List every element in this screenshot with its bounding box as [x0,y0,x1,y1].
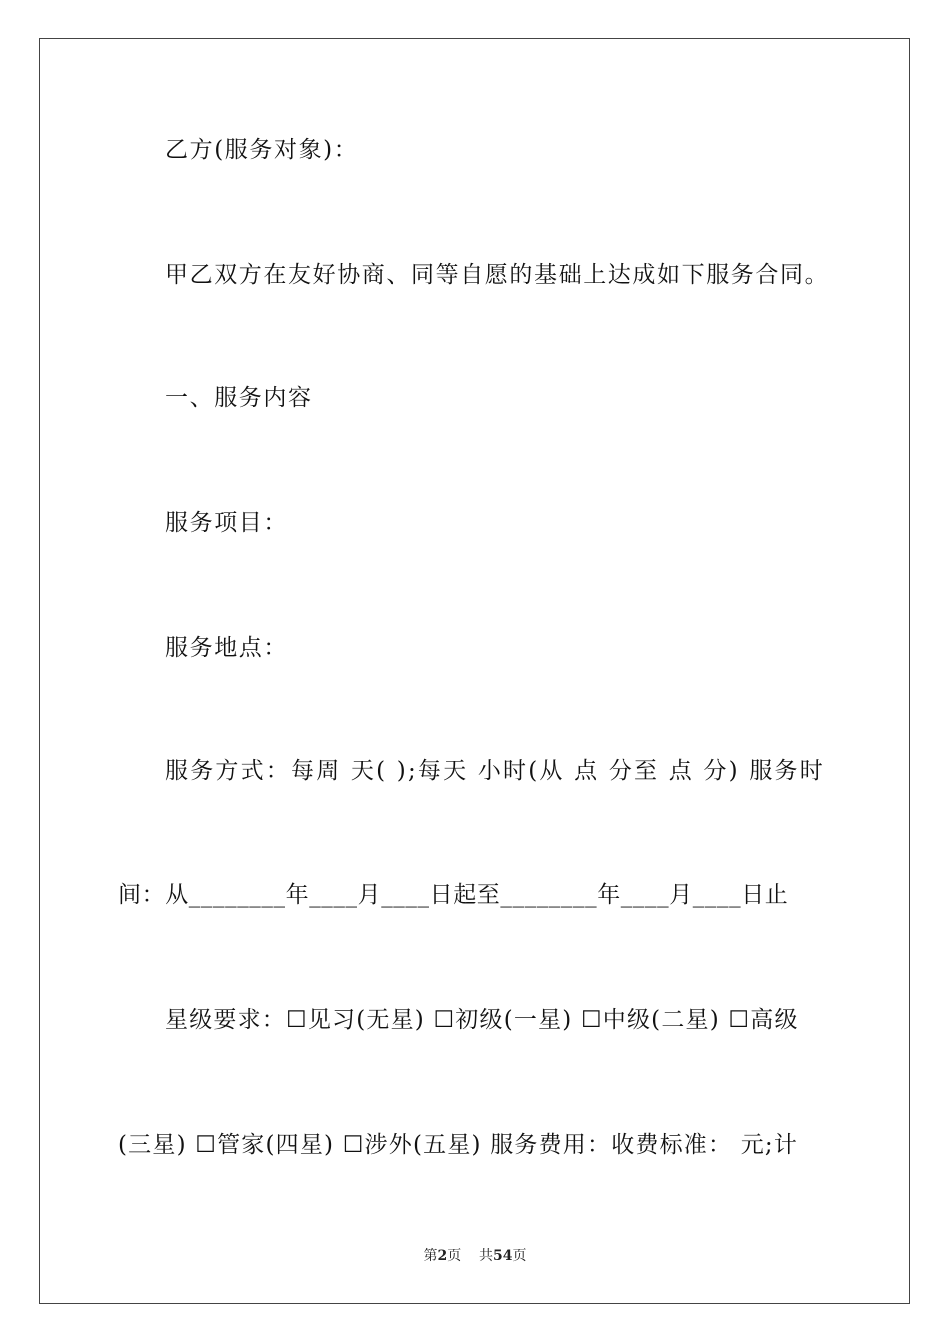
footer-page-prefix: 第 [423,1248,438,1264]
section-title-service-content: 一、服务内容 [165,385,313,411]
footer-page-number: 2 [437,1248,448,1264]
page-frame [39,38,910,1304]
service-item-line: 服务项目： [165,510,288,536]
star-level-line: 星级要求：☐见习(无星) ☐初级(一星) ☐中级(二星) ☐高级 [165,1007,799,1033]
party-b-line: 乙方(服务对象)： [165,137,359,163]
footer-page-suffix: 页 [447,1248,462,1264]
service-location-line: 服务地点： [165,635,288,661]
footer-total-suffix: 页 [512,1248,527,1264]
footer-total-pages: 54 [493,1248,513,1264]
footer-total-prefix: 共 [479,1248,494,1264]
service-method-line: 服务方式：每周 天( );每天 小时(从 点 分至 点 分) 服务时 [165,758,825,784]
page-footer [0,1247,950,1265]
service-period-line: 间：从________年____月____日起至________年____月____日止 [118,882,789,908]
star-level-fee-line: (三星) ☐管家(四星) ☐涉外(五星) 服务费用：收费标准： 元;计 [118,1132,799,1158]
intro-paragraph: 甲乙双方在友好协商、同等自愿的基础上达成如下服务合同。 [165,262,830,288]
